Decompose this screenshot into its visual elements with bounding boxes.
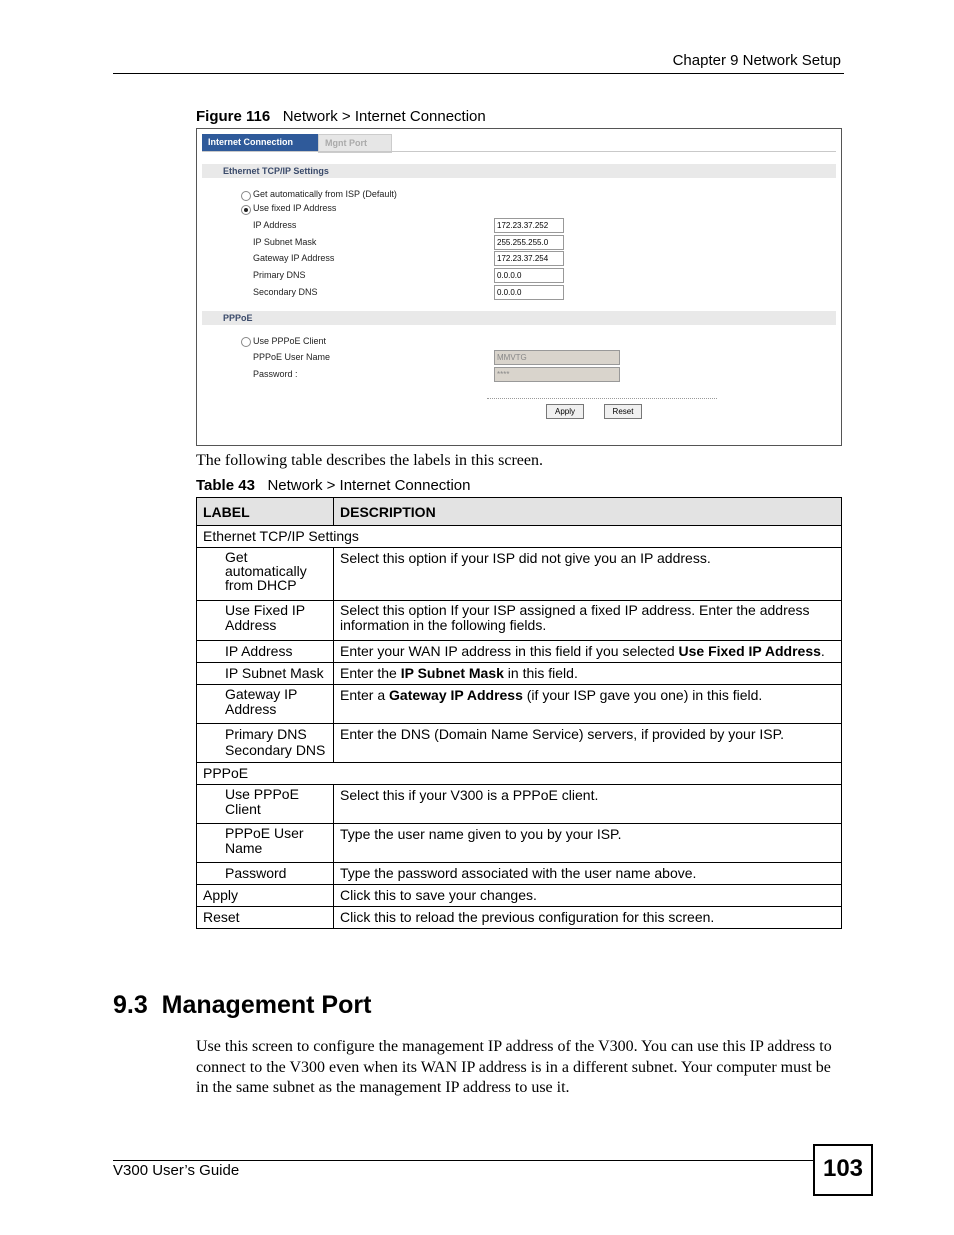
row-label: Get automatically from DHCP [197,548,334,601]
pppoe-password-input[interactable]: **** [494,367,620,382]
group-ethernet: Ethernet TCP/IP Settings [197,526,842,548]
row-label: Use PPPoE Client [197,785,334,824]
footer-guide-title: V300 User’s Guide [113,1162,240,1179]
table-row [197,601,842,641]
radio-use-fixed-ip[interactable] [241,205,251,215]
radio-use-fixed-ip-label: Use fixed IP Address [253,203,337,213]
row-description: Select this option if your ISP did not give you an IP address. [334,548,842,601]
row-description: Enter your WAN IP address in this field if you selected Use Fixed IP Address. [334,641,842,663]
table-row [197,824,842,863]
table-intro: The following table describes the labels in this screen. [196,452,544,469]
table-group-row [197,763,842,785]
row-description: Select this option If your ISP assigned a fixed IP address. Enter the address information in the following fields. [334,601,842,641]
secondary-dns-label: Secondary DNS [253,287,318,297]
tab-divider [202,151,836,152]
table-row [197,641,842,663]
row-description: Enter the IP Subnet Mask in this field. [334,663,842,685]
figure-caption-label: Figure 116 [196,108,271,125]
row-description: Type the password associated with the user name above. [334,863,842,885]
figure-caption-text: Network > Internet Connection [282,108,486,125]
table-row [197,724,842,763]
section-heading: 9.3 Management Port [113,991,372,1019]
row-description: Enter the DNS (Domain Name Service) servers, if provided by your ISP. [334,724,842,763]
ip-address-input[interactable]: 172.23.37.252 [494,218,564,233]
secondary-dns-input[interactable]: 0.0.0.0 [494,285,564,300]
running-header: Chapter 9 Network Setup [672,52,841,69]
header-rule [113,73,844,74]
button-divider [487,398,717,399]
row-label: PPPoE User Name [197,824,334,863]
row-label: Use Fixed IP Address [197,601,334,641]
gateway-label: Gateway IP Address [253,253,335,263]
table-row [197,663,842,685]
pppoe-password-label: Password : [253,369,298,379]
row-description: Enter a Gateway IP Address (if your ISP gave you one) in this field. [334,685,842,724]
table-row [197,548,842,601]
figure-caption [196,108,486,125]
tab-internet-connection[interactable]: Internet Connection [202,134,326,151]
table-header-row [197,498,842,526]
table-row [197,685,842,724]
section-paragraph: Use this screen to configure the management IP address of the V300. You can use this IP address to connect to the V300 even when its WAN IP address is in a different subnet. Your computer must be in the same subnet as the management IP address to use it. [196,1038,832,1096]
table-row [197,907,842,929]
gateway-input[interactable]: 172.23.37.254 [494,251,564,266]
row-description: Click this to save your changes. [334,885,842,907]
pppoe-user-input[interactable]: MMVTG [494,350,620,365]
row-label: Primary DNS Secondary DNS [197,724,334,763]
section-ethernet-tcpip: Ethernet TCP/IP Settings [202,164,836,178]
section-pppoe: PPPoE [202,311,836,325]
col-description-header: DESCRIPTION [334,498,842,526]
group-pppoe: PPPoE [197,763,842,785]
reset-button[interactable]: Reset [604,404,642,419]
row-label: IP Address [197,641,334,663]
tab-mgnt-port[interactable]: Mgnt Port [318,134,392,153]
row-label: Gateway IP Address [197,685,334,724]
subnet-mask-input[interactable]: 255.255.255.0 [494,235,564,250]
row-description: Type the user name given to you by your ISP. [334,824,842,863]
radio-get-automatically-label: Get automatically from ISP (Default) [253,189,397,199]
table-row [197,785,842,824]
footer-rule [113,1160,813,1161]
table-caption-label: Table 43 [196,477,255,494]
row-label: Reset [197,907,334,929]
radio-use-pppoe-label: Use PPPoE Client [253,336,327,346]
row-description: Select this if your V300 is a PPPoE client. [334,785,842,824]
apply-button[interactable]: Apply [546,404,584,419]
table-caption-text: Network > Internet Connection [267,477,471,494]
subnet-mask-label: IP Subnet Mask [253,237,317,247]
pppoe-user-label: PPPoE User Name [253,352,331,362]
primary-dns-input[interactable]: 0.0.0.0 [494,268,564,283]
radio-get-automatically[interactable] [241,191,251,201]
label-description-table [196,497,842,929]
radio-use-pppoe[interactable] [241,337,251,347]
table-row [197,863,842,885]
primary-dns-label: Primary DNS [253,270,306,280]
col-label-header: LABEL [197,498,334,526]
table-group-row [197,526,842,548]
table-row [197,885,842,907]
row-label: IP Subnet Mask [197,663,334,685]
row-label: Password [197,863,334,885]
screenshot-figure [196,128,842,446]
row-label: Apply [197,885,334,907]
ip-address-label: IP Address [253,220,297,230]
table-caption [196,477,470,494]
row-description: Click this to reload the previous configuration for this screen. [334,907,842,929]
page-number: 103 [813,1144,873,1196]
